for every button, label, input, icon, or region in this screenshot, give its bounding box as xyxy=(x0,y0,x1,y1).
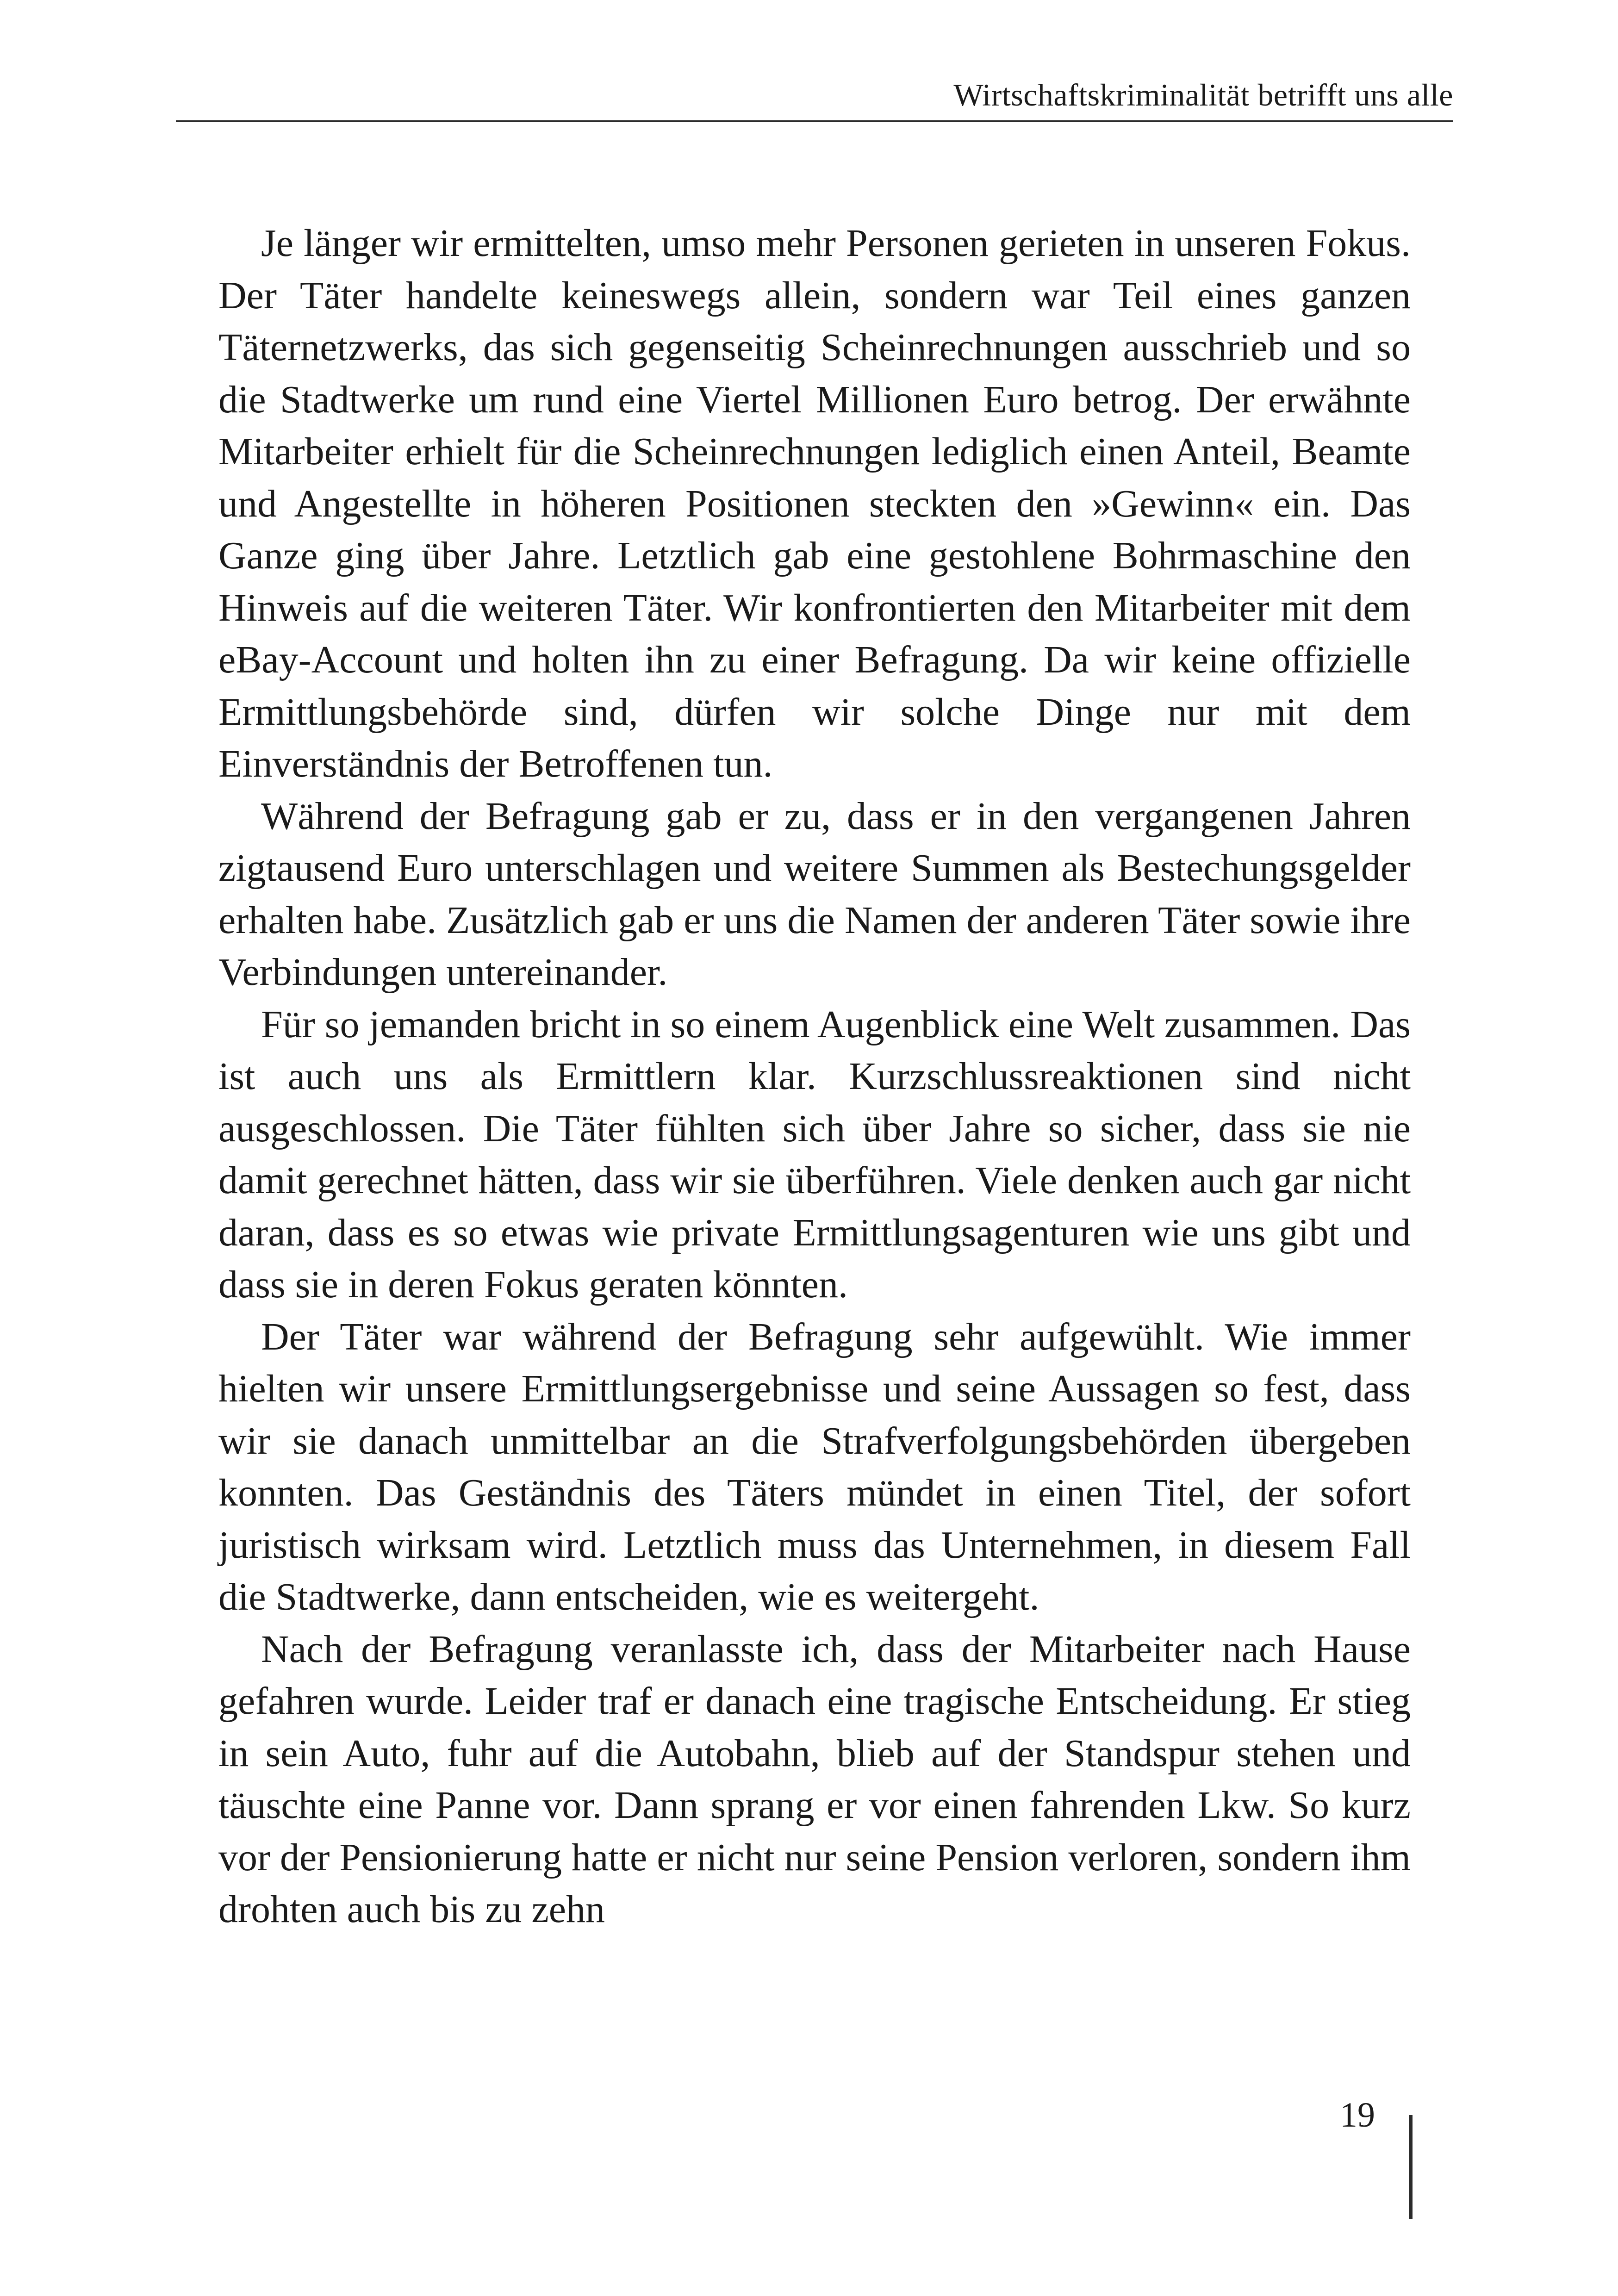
paragraph: Nach der Befragung veranlasste ich, dass der Mitarbeiter nach Hause gefahren wurde. Leider traf er danach eine tragische Entscheidung. Er stieg in sein Auto, fuhr auf die Autobahn, blieb auf der Standspur stehen und täuschte eine Panne vor. Dann sprang er vor einen fahrenden Lkw. So kurz vor der Pensionierung hatte er nicht nur seine Pension verloren, sondern ihm drohten auch bis zu zehn xyxy=(218,1627,1411,1931)
paragraph: Während der Befragung gab er zu, dass er in den vergangenen Jahren zigtausend Euro unterschlagen und weitere Summen als Bestechungsgelder erhalten habe. Zusätzlich gab er uns die Namen der anderen Täter sowie ihre Verbindungen untereinander. xyxy=(218,794,1411,994)
running-header-title: Wirtschaftskriminalität betrifft uns alle xyxy=(953,77,1453,112)
running-header xyxy=(176,69,1453,122)
paragraph: Für so jemanden bricht in so einem Augenblick eine Welt zusammen. Das ist auch uns als Ermittlern klar. Kurzschlussreaktionen sind nicht ausgeschlossen. Die Täter fühlten sich über Jahre so sicher, dass sie nie damit gerechnet hätten, dass wir sie überführen. Viele denken auch gar nicht daran, dass es so etwas wie private Ermittlungsagenturen wie uns gibt und dass sie in deren Fokus geraten könnten. xyxy=(218,1002,1411,1306)
page-number-rule xyxy=(1409,2115,1413,2219)
paragraph: Je länger wir ermittelten, umso mehr Personen gerieten in unseren Fokus. Der Täter handelte keineswegs allein, sondern war Teil eines ganzen Täternetzwerks, das sich gegenseitig Scheinrechnungen ausschrieb und so die Stadtwerke um rund eine Viertel Millionen Euro betrog. Der erwähnte Mitarbeiter erhielt für die Scheinrechnungen lediglich einen Anteil, Beamte und Angestellte in höheren Positionen steckten den »Gewinn« ein. Das Ganze ging über Jahre. Letztlich gab eine gestohlene Bohrmaschine den Hinweis auf die weiteren Täter. Wir konfrontierten den Mitarbeiter mit dem eBay-Account und holten ihn zu einer Befragung. Da wir keine offizielle Ermittlungsbehörde sind, dürfen wir solche Dinge nur mit dem Einverständnis der Betroffenen tun. xyxy=(218,222,1411,785)
paragraph: Der Täter war während der Befragung sehr aufgewühlt. Wie immer hielten wir unsere Ermittlungsergebnisse und seine Aussagen so fest, dass wir sie danach unmittelbar an die Strafverfolgungsbehörden übergeben konnten. Das Geständnis des Täters mündet in einen Titel, der sofort juristisch wirksam wird. Letztlich muss das Unternehmen, in diesem Fall die Stadtwerke, dann entscheiden, wie es weitergeht. xyxy=(218,1315,1411,1618)
body-text xyxy=(218,218,1411,1936)
page-number: 19 xyxy=(1340,2096,1375,2134)
